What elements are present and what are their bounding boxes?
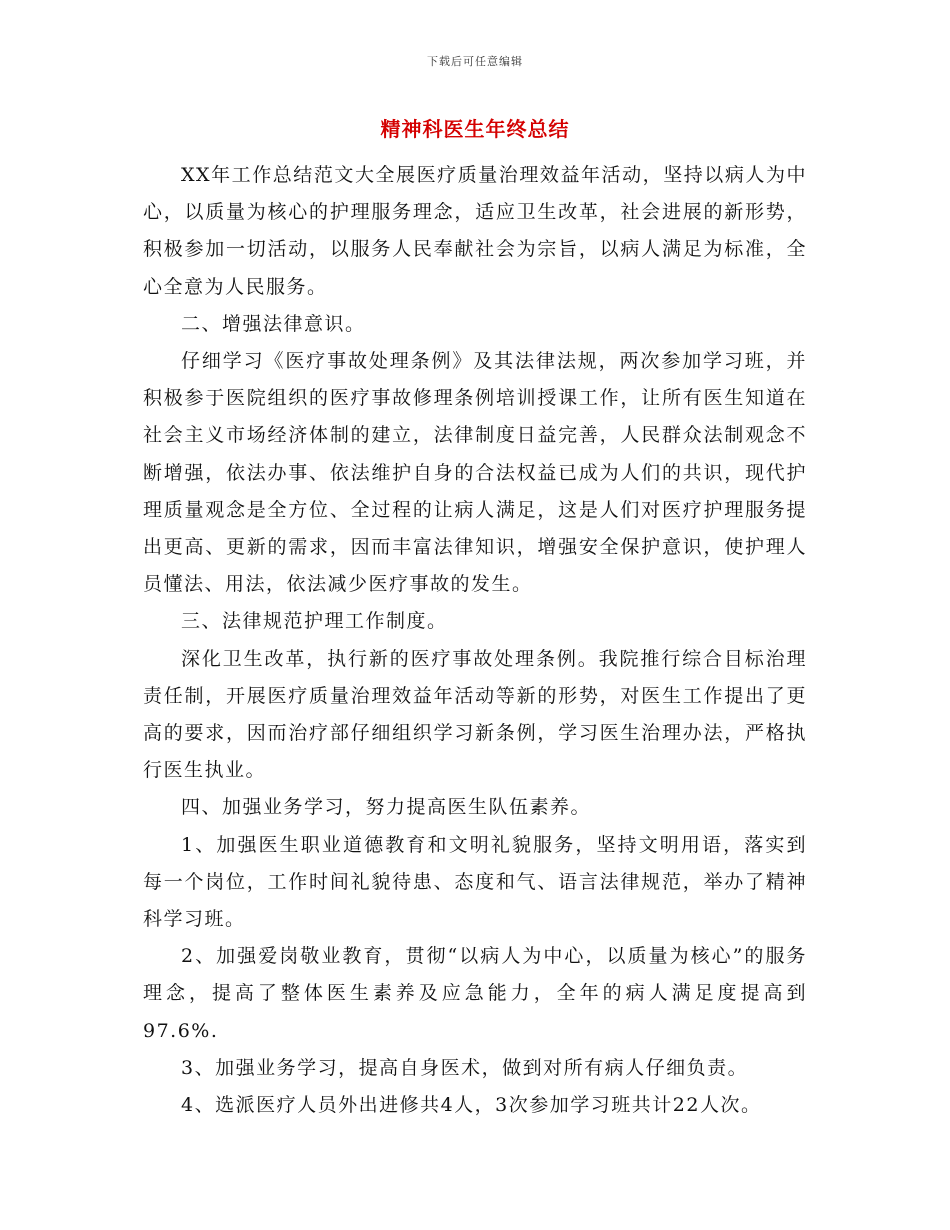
- list-item-dedication: 2、加强爱岗敬业教育，贯彻“以病人为中心，以质量为核心”的服务理念，提高了整体医生素养及应急能力，全年的病人满足度提高到97.6%.: [143, 945, 807, 1042]
- section-heading-study: 四、加强业务学习，努力提高医生队伍素养。: [181, 796, 592, 819]
- section-heading-work-rules: 三、法律规范护理工作制度。: [181, 610, 448, 633]
- paragraph-law-study: 仔细学习《医疗事故处理条例》及其法律法规，两次参加学习班，并积极参于医院组织的医疗事故修理条例培训授课工作，让所有医生知道在社会主义市场经济体制的建立，法律制度日益完善，人民群众法制观念不断增强，依法办事、依法维护自身的合法权益已成为人们的共识，现代护理质量观念是全方位、全过程的让病人满足，这是人们对医疗护理服务提出更高、更新的需求，因而丰富法律知识，增强安全保护意识，使护理人员懂法、用法，依法减少医疗事故的发生。: [143, 350, 807, 596]
- paragraph-reform: 深化卫生改革，执行新的医疗事故处理条例。我院推行综合目标治理责任制，开展医疗质量治理效益年活动等新的形势，对医生工作提出了更高的要求，因而治疗部仔细组织学习新条例，学习医生治理办法，严格执行医生执业。: [143, 647, 807, 782]
- document-body: [143, 157, 807, 1124]
- list-item-ethics: 1、加强医生职业道德教育和文明礼貌服务，坚持文明用语，落实到每一个岗位，工作时间礼貌待患、态度和气、语言法律规范，举办了精神科学习班。: [143, 833, 807, 931]
- section-heading-law-awareness: 二、增强法律意识。: [181, 312, 366, 335]
- list-item-skills: 3、加强业务学习，提高自身医术，做到对所有病人仔细负责。: [181, 1056, 749, 1079]
- paragraph-intro: XX年工作总结范文大全展医疗质量治理效益年活动，坚持以病人为中心，以质量为核心的护理服务理念，适应卫生改革，社会进展的新形势，积极参加一切活动，以服务人民奉献社会为宗旨，以病人满足为标准，全心全意为人民服务。: [143, 164, 807, 298]
- document-title: 精神科医生年终总结: [380, 117, 570, 141]
- header-note: 下载后可任意编辑: [427, 55, 523, 68]
- list-item-training: 4、选派医疗人员外出进修共4人，3次参加学习班共计22人次。: [181, 1094, 762, 1117]
